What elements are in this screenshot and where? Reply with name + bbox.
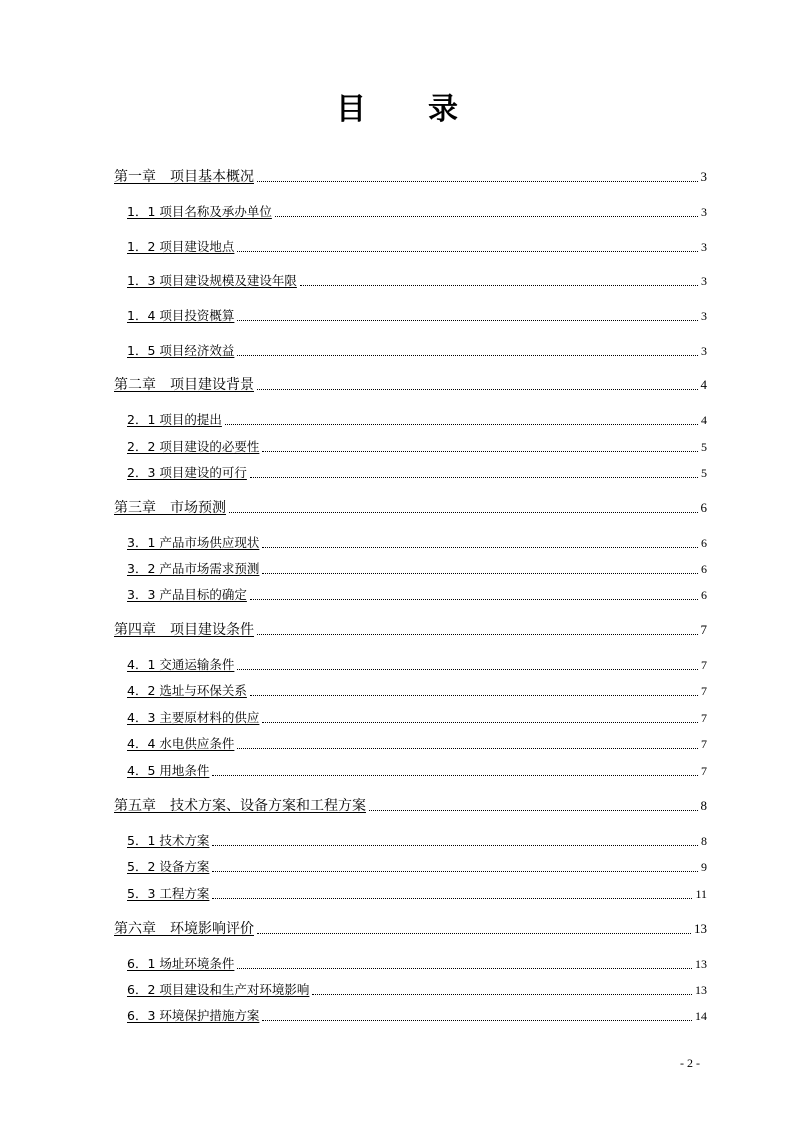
toc-label: 5．3 工程方案 <box>127 886 210 901</box>
toc-leader <box>212 870 698 872</box>
toc-label: 2．1 项目的提出 <box>127 412 222 427</box>
toc-leader <box>212 774 698 776</box>
toc-page-number: 6 <box>700 500 707 515</box>
toc-label: 1．5 项目经济效益 <box>127 343 235 358</box>
toc-page-number: 3 <box>701 274 707 288</box>
toc-page-number: 13 <box>695 957 707 971</box>
toc-section-1-4[interactable] <box>0 305 794 325</box>
toc-label: 第二章 项目建设背景 <box>114 377 254 393</box>
toc-page-number: 7 <box>701 711 707 725</box>
toc-section-5-1[interactable] <box>0 830 794 850</box>
toc-leader <box>257 180 698 182</box>
toc-page-number: 3 <box>701 205 707 219</box>
toc-page-number: 3 <box>701 344 707 358</box>
toc-page-number: 14 <box>695 1009 707 1023</box>
toc-page-number: 6 <box>701 536 707 550</box>
toc-leader <box>250 694 698 696</box>
toc-section-5-3[interactable] <box>0 883 794 903</box>
footer-page-number: - 2 - <box>680 1056 700 1070</box>
toc-label: 4．5 用地条件 <box>127 763 210 778</box>
toc-label: 4．1 交通运输条件 <box>127 657 235 672</box>
toc-chapter-5[interactable] <box>0 795 794 815</box>
toc-page-number: 8 <box>700 798 707 813</box>
toc-leader <box>262 1019 692 1021</box>
toc-section-4-3[interactable] <box>0 707 794 727</box>
toc-label: 第六章 环境影响评价 <box>114 921 254 937</box>
toc-label: 5．2 设备方案 <box>127 859 210 874</box>
toc-page-number: 5 <box>701 440 707 454</box>
toc-leader <box>262 546 698 548</box>
toc-page-number: 3 <box>701 240 707 254</box>
toc-leader <box>237 668 698 670</box>
toc-label: 6．1 场址环境条件 <box>127 956 235 971</box>
toc-chapter-2[interactable] <box>0 374 794 394</box>
toc-section-6-2[interactable] <box>0 979 794 999</box>
toc-label: 1．3 项目建设规模及建设年限 <box>127 273 297 288</box>
toc-leader <box>237 747 698 749</box>
toc-label: 第四章 项目建设条件 <box>114 622 254 638</box>
toc-section-4-2[interactable] <box>0 680 794 700</box>
toc-section-3-3[interactable] <box>0 584 794 604</box>
toc-section-3-1[interactable] <box>0 532 794 552</box>
toc-section-1-3[interactable] <box>0 270 794 290</box>
toc-page-number: 3 <box>700 169 707 184</box>
toc-page-number: 7 <box>701 684 707 698</box>
toc-page-number: 7 <box>701 764 707 778</box>
toc-label: 1．1 项目名称及承办单位 <box>127 204 272 219</box>
toc-label: 2．3 项目建设的可行 <box>127 465 247 480</box>
toc-label: 4．2 选址与环保关系 <box>127 683 247 698</box>
toc-section-2-1[interactable] <box>0 409 794 429</box>
toc-label: 4．3 主要原材料的供应 <box>127 710 260 725</box>
toc-page-number: 13 <box>695 983 707 997</box>
toc-leader <box>229 511 698 513</box>
toc-leader <box>262 721 698 723</box>
toc-leader <box>275 215 698 217</box>
toc-page-number: 6 <box>701 588 707 602</box>
toc-page-number: 6 <box>701 562 707 576</box>
toc-section-1-2[interactable] <box>0 236 794 256</box>
toc-label: 3．3 产品目标的确定 <box>127 587 247 602</box>
toc-chapter-4[interactable] <box>0 619 794 639</box>
toc-chapter-3[interactable] <box>0 497 794 517</box>
toc-section-5-2[interactable] <box>0 856 794 876</box>
toc-section-4-5[interactable] <box>0 760 794 780</box>
toc-leader <box>212 897 692 899</box>
toc-page-number: 7 <box>701 658 707 672</box>
toc-leader <box>237 319 698 321</box>
toc-page-number: 13 <box>694 921 707 936</box>
toc-page-number: 8 <box>701 834 707 848</box>
toc-page-number: 4 <box>700 377 707 392</box>
toc-label: 1．4 项目投资概算 <box>127 308 235 323</box>
toc-page-number: 11 <box>695 887 707 901</box>
toc-leader <box>250 476 698 478</box>
toc-label: 第三章 市场预测 <box>114 500 226 516</box>
toc-label: 3．1 产品市场供应现状 <box>127 535 260 550</box>
toc-label: 第五章 技术方案、设备方案和工程方案 <box>114 798 366 814</box>
toc-page-number: 9 <box>701 860 707 874</box>
toc-chapter-1[interactable] <box>0 166 794 186</box>
toc-label: 5．1 技术方案 <box>127 833 210 848</box>
toc-section-6-3[interactable] <box>0 1005 794 1025</box>
toc-leader <box>250 598 698 600</box>
toc-label: 第一章 项目基本概况 <box>114 169 254 185</box>
toc-label: 4．4 水电供应条件 <box>127 736 235 751</box>
toc-leader <box>312 993 692 995</box>
toc-leader <box>257 633 698 635</box>
toc-leader <box>237 250 698 252</box>
toc-section-2-2[interactable] <box>0 436 794 456</box>
toc-label: 3．2 产品市场需求预测 <box>127 561 260 576</box>
toc-label: 6．3 环境保护措施方案 <box>127 1008 260 1023</box>
toc-page-number: 3 <box>701 309 707 323</box>
toc-section-1-1[interactable] <box>0 201 794 221</box>
toc-page-number: 5 <box>701 466 707 480</box>
toc-leader <box>257 932 691 934</box>
toc-label: 2．2 项目建设的必要性 <box>127 439 260 454</box>
toc-label: 1．2 项目建设地点 <box>127 239 235 254</box>
toc-leader <box>225 423 698 425</box>
page-title: 目录 <box>336 92 520 127</box>
toc-leader <box>212 844 698 846</box>
toc-leader <box>262 572 698 574</box>
toc-section-6-1[interactable] <box>0 953 794 973</box>
toc-leader <box>237 967 692 969</box>
toc-section-1-5[interactable] <box>0 340 794 360</box>
toc-section-3-2[interactable] <box>0 558 794 578</box>
toc-label: 6．2 项目建设和生产对环境影响 <box>127 982 310 997</box>
toc-leader <box>369 809 698 811</box>
toc-leader <box>262 450 698 452</box>
toc-leader <box>237 354 698 356</box>
toc-leader <box>300 284 698 286</box>
toc-chapter-6[interactable] <box>0 918 794 938</box>
toc-section-4-4[interactable] <box>0 733 794 753</box>
toc-page-number: 7 <box>700 622 707 637</box>
toc-section-4-1[interactable] <box>0 654 794 674</box>
toc-leader <box>257 388 698 390</box>
toc-page-number: 4 <box>701 413 707 427</box>
toc-section-2-3[interactable] <box>0 462 794 482</box>
toc-page-number: 7 <box>701 737 707 751</box>
